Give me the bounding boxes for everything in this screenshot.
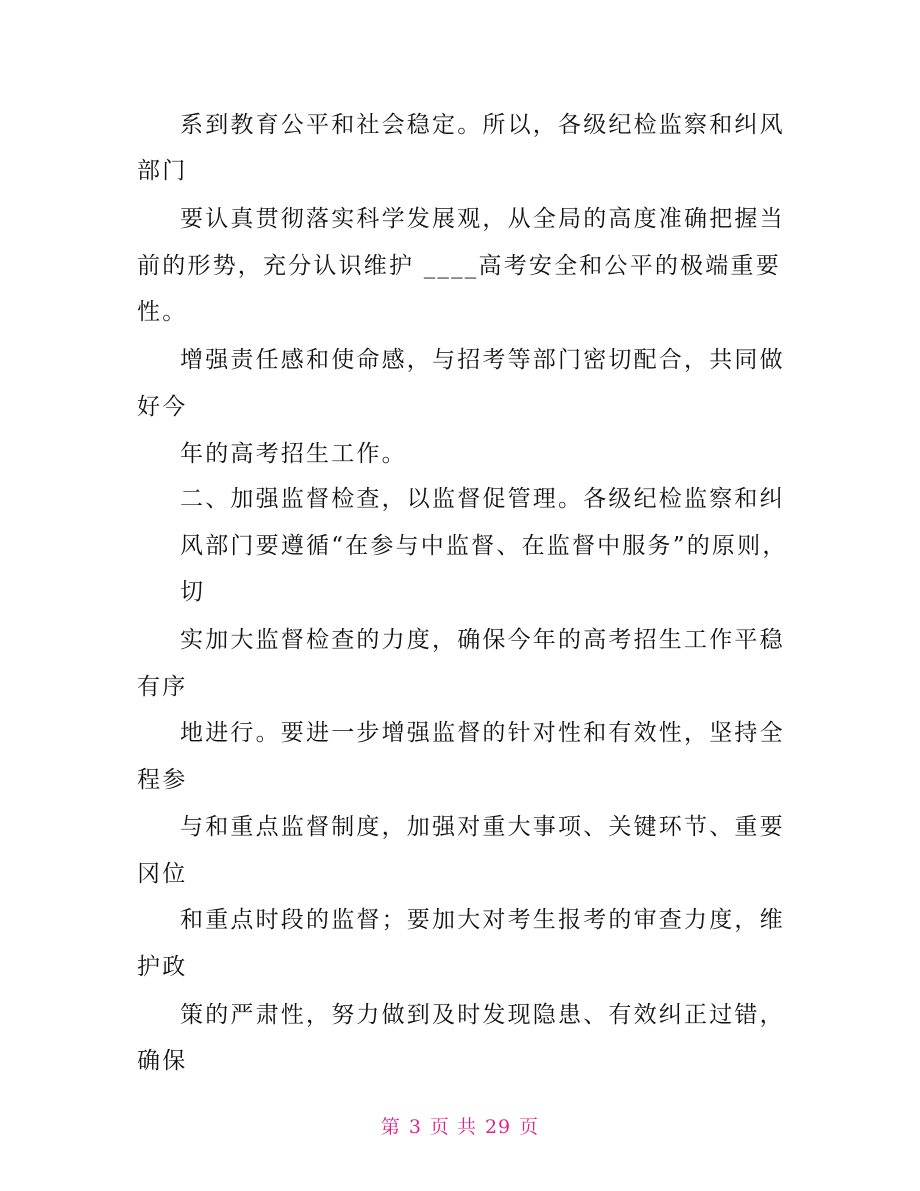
text-line: 要认真贯彻落实科学发展观，从全局的高度准确把握当 [180,206,785,232]
text-line: 部门 [137,158,188,184]
text-line: 策的严肃性，努力做到及时发现隐患、有效纠正过错， [180,1002,785,1028]
text-line: 地进行。要进一步增强监督的针对性和有效性，坚持全 [180,720,785,746]
footer-page-number: 3 [408,1116,422,1138]
text-line: 风部门要遵循“在参与中监督、在监督中服务”的原则， [180,533,788,559]
text-line: 冈位 [137,861,188,887]
text-line: 切 [180,579,206,605]
text-line: 和重点时段的监督；要加大对考生报考的审查力度，维 [180,907,785,933]
footer-total-pages: 29 [484,1116,512,1138]
text-line: 好今 [137,394,188,420]
text-line: 前的形势，充分认识维护 ____高考安全和公平的极端重要 [137,253,781,279]
text-line: 系到教育公平和社会稳定。所以，各级纪检监察和纠风 [180,112,785,138]
footer-suffix: 页 [519,1116,540,1138]
text-line: 实加大监督检查的力度，确保今年的高考招生工作平稳 [180,627,785,653]
footer-mid: 页 共 [429,1116,477,1138]
text-line: 程参 [137,767,188,793]
text-line: 有序 [137,674,188,700]
text-line: 年的高考招生工作。 [180,441,407,467]
page-footer [0,1112,920,1139]
footer-prefix: 第 [380,1116,401,1138]
text-line: 增强责任感和使命感，与招考等部门密切配合，共同做 [180,347,785,373]
text-line: 性。 [137,299,188,325]
text-line: 与和重点监督制度，加强对重大事项、关键环节、重要 [180,814,785,840]
text-line: 确保 [137,1048,188,1074]
text-line: 护政 [137,954,188,980]
text-line: 二、加强监督检查，以监督促管理。各级纪检监察和纠 [180,486,785,512]
